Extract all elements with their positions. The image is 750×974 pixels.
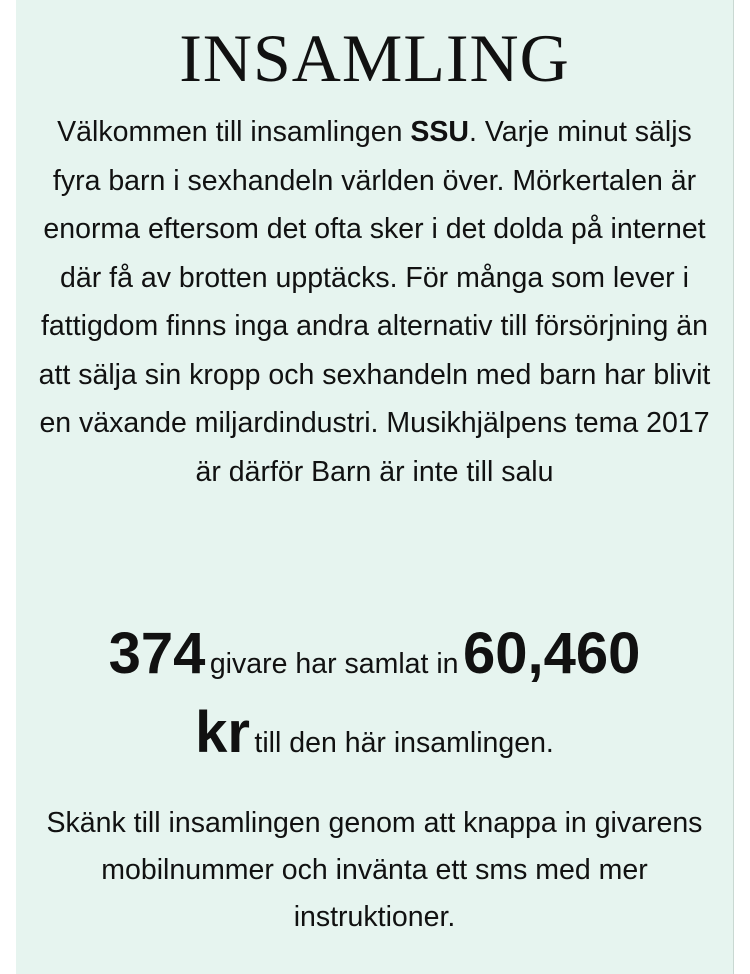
page-title: INSAMLING xyxy=(179,20,570,96)
intro-text-body: . Varje minut säljs fyra barn i sexhandeln världen över. Mörkertalen är enorma eftersom det ofta sker i det dolda på internet där få av brotten upptäcks. För många som lever i fattigdom finns inga andra alternativ till försörjning än att sälja sin kropp och sexhandeln med barn har blivit en växande miljardindustri. Musikhjälpens tema 2017 är därför Barn är inte till salu xyxy=(38,116,711,488)
intro-text-start: Välkommen till insamlingen xyxy=(57,116,411,148)
donor-count: 374 xyxy=(108,621,206,686)
stats-end-text: till den här insamlingen. xyxy=(254,727,554,759)
fundraiser-panel xyxy=(16,0,734,974)
donation-stats xyxy=(30,622,719,780)
intro-text xyxy=(30,108,719,496)
donation-instructions: Skänk till insamlingen genom att knappa in givarens mobilnummer och invänta ett sms med mer instruktioner. xyxy=(46,807,703,933)
stats-middle-text: givare har samlat in xyxy=(209,648,459,680)
currency-label: kr xyxy=(195,700,250,765)
amount-collected: 60,460 xyxy=(462,621,641,686)
organization-name: SSU xyxy=(410,116,470,148)
